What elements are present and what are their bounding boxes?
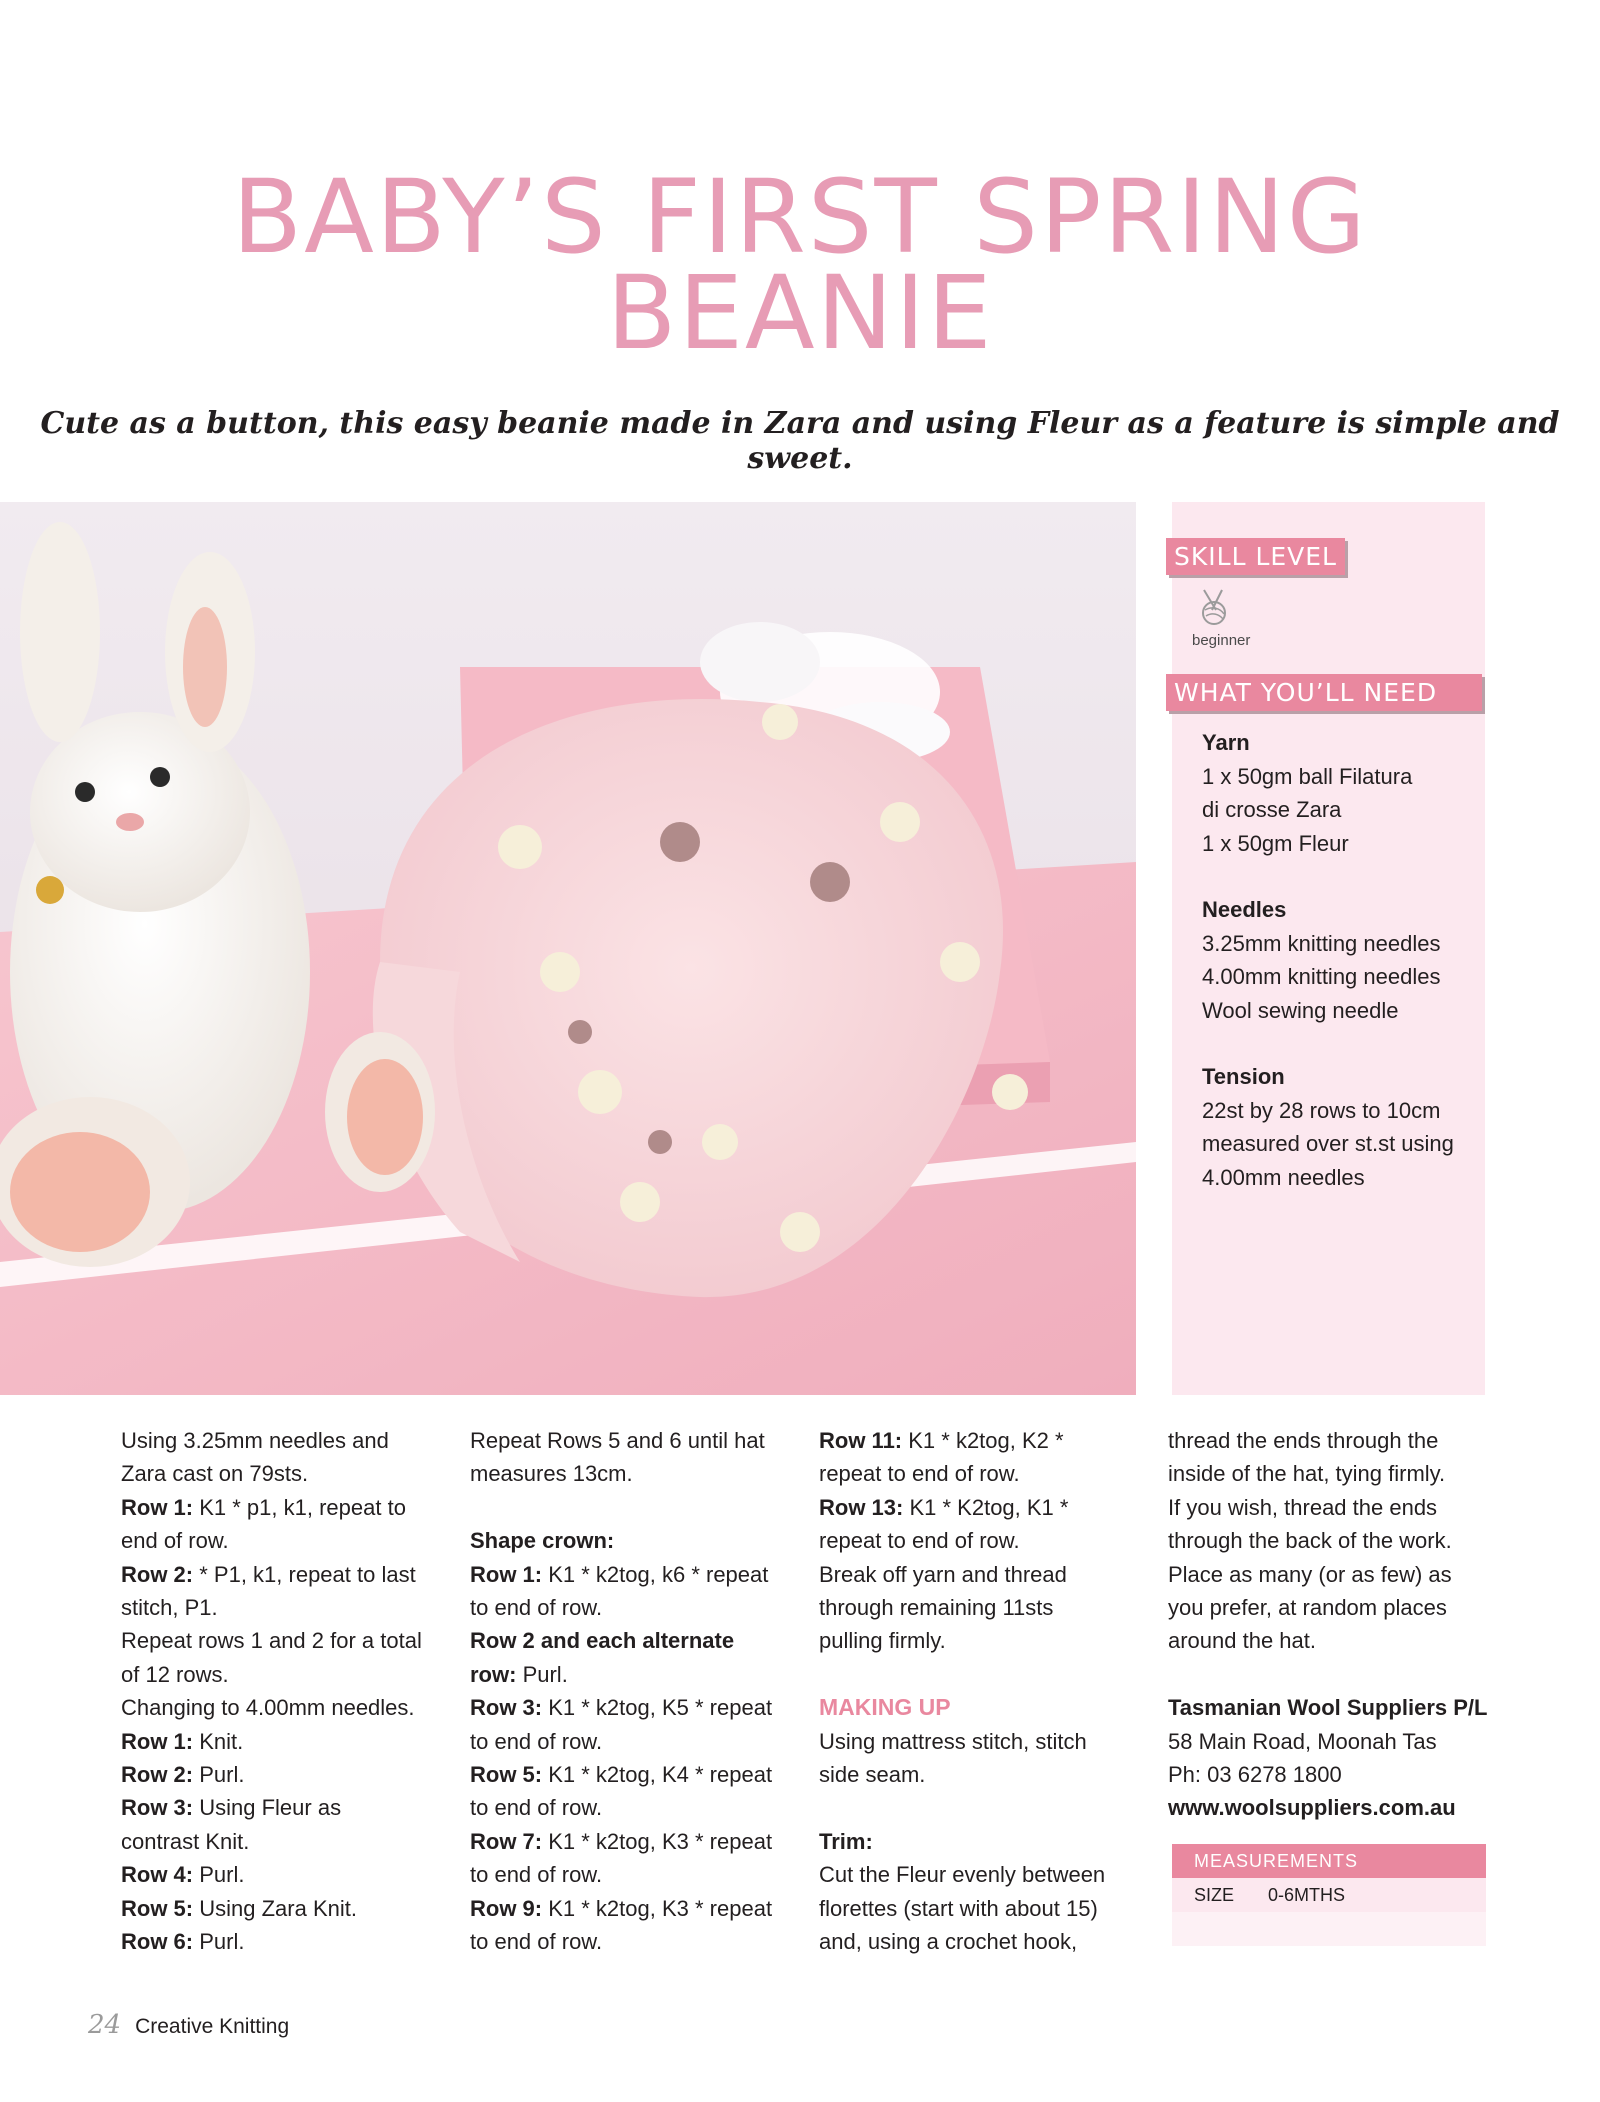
measurements-heading: MEASUREMENTS [1172, 1844, 1486, 1878]
materials-group-yarn [1202, 726, 1482, 860]
text-line: If you wish, thread the ends [1168, 1494, 1438, 1520]
row-label: Row 3: [121, 1795, 194, 1821]
spacer [470, 1491, 800, 1524]
text-line: repeat to end of row. [819, 1528, 1020, 1554]
text-line: repeat to end of row. [819, 1461, 1020, 1487]
materials-line: di crosse Zara [1202, 797, 1342, 822]
row-label: Row 5: [470, 1762, 543, 1788]
row-text: Purl. [193, 1762, 245, 1788]
pattern-row [819, 1424, 1149, 1457]
row-text: Purl. [193, 1862, 245, 1888]
pattern-row [470, 1691, 800, 1724]
pattern-row [470, 1825, 800, 1858]
row-text: Purl. [193, 1929, 245, 1955]
text-line: you prefer, at random places [1168, 1595, 1447, 1621]
spacer [819, 1658, 1149, 1691]
row-text: Using Fleur as [193, 1795, 342, 1821]
pattern-row [470, 1558, 800, 1591]
row-label: Row 6: [121, 1929, 194, 1955]
pattern-row [121, 1791, 451, 1824]
row-text: K1 * k2tog, K3 * repeat [542, 1828, 773, 1854]
supplier-address: 58 Main Road, Moonah Tas [1168, 1728, 1437, 1754]
materials-line: 22st by 28 rows to 10cm [1202, 1097, 1441, 1123]
text-line: florettes (start with about 15) [819, 1895, 1098, 1921]
row-label: row: [470, 1661, 517, 1687]
pattern-row [121, 1892, 451, 1925]
subtitle: Cute as a button, this easy beanie made in Zara and using Fleur as a feature is simple and sweet. [40, 406, 1560, 476]
materials-group-tension [1202, 1060, 1482, 1194]
pattern-column-3 [819, 1424, 1149, 1958]
text-line: Changing to 4.00mm needles. [121, 1695, 415, 1721]
materials-line: 4.00mm needles [1202, 1164, 1365, 1190]
row-text: K1 * k2tog, K3 * repeat [542, 1895, 773, 1921]
pattern-column-4 [1168, 1424, 1498, 1825]
row-label: Row 2: [121, 1561, 194, 1587]
size-value: 0-6MTHS [1268, 1885, 1346, 1905]
text-line: Repeat Rows 5 and 6 until hat [470, 1428, 765, 1453]
text-line: Using mattress stitch, stitch [819, 1728, 1087, 1754]
row-text: Purl. [516, 1661, 568, 1687]
row-text: K1 * p1, k1, repeat to [193, 1494, 406, 1520]
row-label: Row 1: [121, 1728, 194, 1754]
spacer [1168, 1658, 1498, 1691]
row-label: Row 1: [121, 1494, 194, 1520]
text-line: around the hat. [1168, 1628, 1317, 1654]
text-line: to end of row. [470, 1862, 603, 1888]
supplier-name: Tasmanian Wool Suppliers P/L [1168, 1695, 1488, 1721]
measurements-row [1172, 1878, 1486, 1912]
section-heading [470, 1524, 800, 1557]
row-text: K1 * k2tog, k6 * repeat [542, 1561, 769, 1587]
spacer [819, 1791, 1149, 1824]
row-label: Row 13: [819, 1494, 904, 1520]
skill-level-label: beginner [1192, 632, 1251, 649]
pattern-row [121, 1858, 451, 1891]
title-line-2: BEANIE [606, 254, 994, 373]
materials-line: 1 x 50gm Fleur [1202, 830, 1349, 856]
text-line: of 12 rows. [121, 1661, 229, 1687]
publication-name: Creative Knitting [135, 2015, 290, 2038]
skill-level-heading: SKILL LEVEL [1166, 538, 1345, 575]
row-text: * P1, k1, repeat to last [193, 1561, 416, 1587]
text-line: inside of the hat, tying firmly. [1168, 1461, 1446, 1487]
row-text: K1 * K2tog, K1 * [903, 1494, 1069, 1520]
pattern-row [819, 1491, 1149, 1524]
pattern-row [470, 1624, 800, 1657]
making-up-heading: MAKING UP [819, 1694, 951, 1721]
page-footer [88, 2010, 289, 2040]
size-label: SIZE [1194, 1885, 1235, 1905]
text-line: side seam. [819, 1762, 926, 1788]
row-label: Row 2: [121, 1762, 194, 1788]
pattern-row [470, 1892, 800, 1925]
pattern-row [121, 1758, 451, 1791]
materials-group-title: Tension [1202, 1064, 1285, 1089]
row-text: K1 * k2tog, K5 * repeat [542, 1695, 773, 1721]
row-label: Row 9: [470, 1895, 543, 1921]
row-label: Row 5: [121, 1895, 194, 1921]
what-you-need-heading: WHAT YOU’LL NEED [1166, 674, 1482, 711]
row-label: Row 2 and each alternate [470, 1628, 735, 1654]
text-line: end of row. [121, 1528, 229, 1554]
row-label: Row 11: [819, 1428, 903, 1453]
text-line: measures 13cm. [470, 1461, 633, 1487]
supplier-website-link[interactable]: www.woolsuppliers.com.au [1168, 1795, 1456, 1821]
text-line: Break off yarn and thread [819, 1561, 1067, 1587]
row-text: K1 * k2tog, K2 * [902, 1428, 1064, 1453]
materials-line: 1 x 50gm ball Filatura [1202, 763, 1413, 789]
materials-line: 4.00mm knitting needles [1202, 964, 1441, 989]
text-line: Place as many (or as few) as [1168, 1561, 1452, 1587]
row-label: Row 3: [470, 1695, 543, 1721]
text-line: to end of row. [470, 1595, 603, 1621]
text-line: to end of row. [470, 1728, 603, 1754]
row-label: Row 1: [470, 1561, 543, 1587]
text-line: stitch, P1. [121, 1595, 218, 1621]
materials-group-title: Needles [1202, 897, 1287, 922]
row-label: Row 7: [470, 1828, 543, 1854]
text-line: Zara cast on 79sts. [121, 1461, 309, 1487]
measurements-row-empty [1172, 1912, 1486, 1946]
trim-heading: Trim: [819, 1828, 873, 1854]
text-line: Repeat rows 1 and 2 for a total [121, 1628, 422, 1654]
photo-illustration [0, 502, 1136, 1395]
pattern-row [470, 1658, 800, 1691]
title-line-1: BABY’S FIRST SPRING [232, 158, 1368, 277]
pattern-row [121, 1925, 451, 1958]
measurements-table [1172, 1844, 1486, 1946]
materials-line: Wool sewing needle [1202, 997, 1399, 1023]
sidebar-panel [1172, 502, 1485, 1395]
text-line: Cut the Fleur evenly between [819, 1862, 1106, 1888]
text-line: through remaining 11sts [819, 1595, 1054, 1621]
pattern-row [121, 1725, 451, 1758]
row-label: Row 4: [121, 1862, 194, 1888]
text-line: through the back of the work. [1168, 1528, 1452, 1554]
pattern-column-1 [121, 1424, 451, 1959]
section-heading [819, 1825, 1149, 1858]
text-line: and, using a crochet hook, [819, 1929, 1078, 1955]
materials-line: 3.25mm knitting needles [1202, 930, 1441, 956]
text-line: to end of row. [470, 1795, 603, 1821]
shape-crown-heading: Shape crown: [470, 1528, 615, 1554]
materials-group-needles [1202, 893, 1482, 1027]
page-number: 24 [88, 2010, 122, 2040]
row-text: K1 * k2tog, K4 * repeat [542, 1762, 773, 1788]
pattern-row [470, 1758, 800, 1791]
materials-group-title: Yarn [1202, 730, 1250, 755]
pattern-row [121, 1491, 451, 1524]
materials-line: measured over st.st using [1202, 1131, 1454, 1156]
pattern-row [121, 1558, 451, 1591]
yarn-ball-needles-icon [1194, 588, 1234, 628]
text-line: Using 3.25mm needles and [121, 1428, 389, 1453]
page-title [0, 158, 1600, 373]
text-line: contrast Knit. [121, 1828, 250, 1854]
beanie-photo [0, 502, 1136, 1395]
row-text: Using Zara Knit. [193, 1895, 357, 1921]
text-line: thread the ends through the [1168, 1428, 1439, 1453]
materials-list [1202, 726, 1482, 1227]
supplier-phone: Ph: 03 6278 1800 [1168, 1762, 1342, 1788]
row-text: Knit. [193, 1728, 244, 1754]
pattern-column-2 [470, 1424, 800, 1958]
text-line: to end of row. [470, 1929, 603, 1955]
supplier-info [1168, 1691, 1498, 1825]
text-line: pulling firmly. [819, 1628, 946, 1654]
